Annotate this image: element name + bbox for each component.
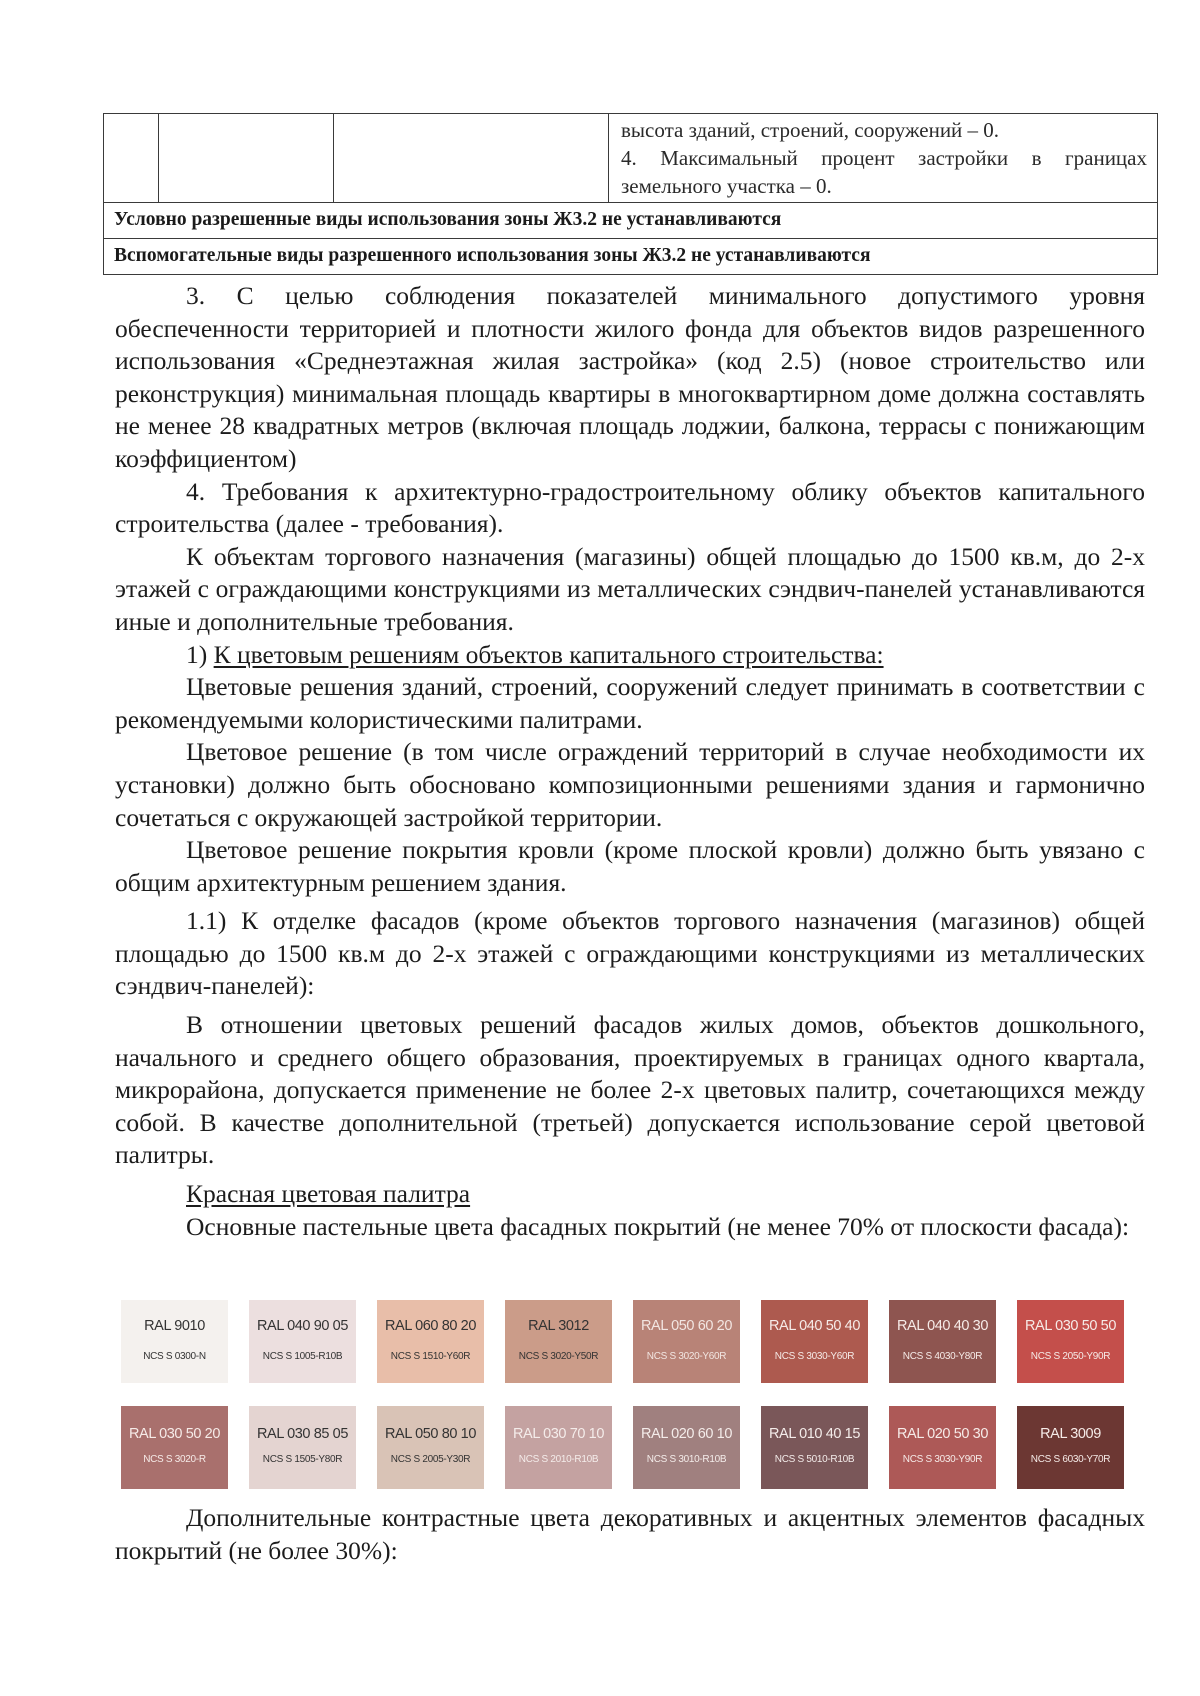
color-swatch — [121, 1406, 228, 1489]
swatch-ral-code: RAL 040 40 30 — [896, 1318, 988, 1334]
underlined-heading: К цветовым решениям объектов капитального строительства: — [213, 639, 884, 669]
swatch-row-1 — [121, 1300, 1141, 1383]
conditional-uses-row: Условно разрешенные виды использования зоны Ж3.2 не устанавливаются — [104, 203, 1158, 239]
swatch-ncs-code: NCS S 2050-Y90R — [1030, 1351, 1111, 1362]
swatch-ncs-code: NCS S 0300-N — [143, 1351, 206, 1362]
swatch-ral-code: RAL 050 80 10 — [384, 1426, 476, 1442]
color-swatch — [633, 1406, 740, 1489]
swatch-ral-code: RAL 010 40 15 — [768, 1426, 860, 1442]
swatch-ral-code: RAL 020 50 30 — [896, 1426, 988, 1442]
table-cell-parameters — [609, 114, 1158, 203]
color-swatch — [1017, 1300, 1124, 1383]
paragraph-color-solutions-heading — [115, 639, 1145, 672]
swatch-ncs-code: NCS S 4030-Y80R — [902, 1351, 983, 1362]
swatch-ncs-code: NCS S 3020-R — [143, 1454, 206, 1465]
paragraph-requirements: 4. Требования к архитектурно-градостроительному облику объектов капитального строительства (далее - требования). — [115, 476, 1145, 539]
swatch-ncs-code: NCS S 2005-Y30R — [390, 1454, 471, 1465]
list-number: 1) — [186, 639, 208, 669]
swatch-ncs-code: NCS S 1505-Y80R — [262, 1454, 343, 1465]
cell-text-line: 4. Максимальный процент застройки в границах земельного участка – 0. — [621, 146, 1147, 198]
color-swatch — [505, 1300, 612, 1383]
swatch-ral-code: RAL 3012 — [528, 1318, 589, 1334]
swatch-ral-code: RAL 9010 — [144, 1318, 205, 1334]
swatch-ral-code: RAL 040 90 05 — [256, 1318, 348, 1334]
paragraph-facade-finish: 1.1) К отделке фасадов (кроме объектов торгового назначения (магазинов) общей площадью до 1500 кв.м до 2-х этажей с ограждающими конструкциями из металлических сэндвич-панелей): — [115, 906, 1145, 1001]
swatch-ncs-code: NCS S 1005-R10B — [262, 1351, 343, 1362]
auxiliary-uses-row: Вспомогательные виды разрешенного использования зоны Ж3.2 не устанавливаются — [104, 239, 1158, 275]
paragraph-main-colors: Основные пастельные цвета фасадных покрытий (не менее 70% от плоскости фасада): — [186, 1211, 1130, 1241]
document-body-bottom — [115, 1502, 1145, 1567]
swatch-ral-code: RAL 3009 — [1040, 1426, 1101, 1442]
swatch-ral-code: RAL 030 50 50 — [1024, 1318, 1116, 1334]
swatch-ral-code: RAL 050 60 20 — [640, 1318, 732, 1334]
swatch-ral-code: RAL 040 50 40 — [768, 1318, 860, 1334]
table-cell — [334, 114, 609, 203]
paragraph-accent-colors: Дополнительные контрастные цвета декоративных и акцентных элементов фасадных покрытий (не более 30%): — [115, 1503, 1145, 1565]
swatch-ral-code: RAL 060 80 20 — [384, 1318, 476, 1334]
color-swatch — [377, 1406, 484, 1489]
color-swatch-grid — [121, 1300, 1141, 1489]
swatch-ncs-code: NCS S 2010-R10B — [518, 1454, 599, 1465]
swatch-ncs-code: NCS S 3030-Y90R — [902, 1454, 983, 1465]
color-swatch — [249, 1300, 356, 1383]
color-swatch — [1017, 1406, 1124, 1489]
color-swatch — [377, 1300, 484, 1383]
table-cell — [159, 114, 334, 203]
swatch-ral-code: RAL 030 85 05 — [256, 1426, 348, 1442]
table-cell — [104, 114, 159, 203]
paragraph-palette-count: В отношении цветовых решений фасадов жилых домов, объектов дошкольного, начального и среднего общего образования, проектируемых в границах одного квартала, микрорайона, допускается применение не более 2-х цветовых палитр, сочетающихся между собой. В качестве дополнительной (третьей) допускается использование серой цветовой палитры. — [115, 1010, 1145, 1170]
swatch-ral-code: RAL 030 50 20 — [128, 1426, 220, 1442]
swatch-ncs-code: NCS S 3010-R10B — [646, 1454, 727, 1465]
paragraph-apartment-area: 3. С целью соблюдения показателей минимального допустимого уровня обеспеченности территорией и плотности жилого фонда для объектов видов разрешенного использования «Среднеэтажная жилая застройка» (код 2.5) (новое строительство или реконструкция) минимальная площадь квартиры в многоквартирном доме должна составлять не менее 28 квадратных метров (включая площадь лоджии, балкона, террасы с понижающим коэффициентом) — [115, 281, 1145, 473]
palette-title-text: Красная цветовая палитра — [186, 1179, 471, 1209]
table-row — [104, 239, 1158, 275]
cell-text-line: высота зданий, строений, сооружений – 0. — [621, 118, 1000, 142]
swatch-ncs-code: NCS S 1510-Y60R — [390, 1351, 471, 1362]
paragraph-fence-color: Цветовое решение (в том числе ограждений территорий в случае необходимости их установки) должно быть обосновано композиционными решениями здания и гармонично сочетаться с окружающей застройкой территории. — [115, 737, 1145, 832]
paragraph-roof-color: Цветовое решение покрытия кровли (кроме плоской кровли) должно быть увязано с общим архитектурным решением здания. — [115, 835, 1145, 897]
swatch-ncs-code: NCS S 5010-R10B — [774, 1454, 855, 1465]
color-swatch — [761, 1406, 868, 1489]
color-swatch — [249, 1406, 356, 1489]
color-swatch — [505, 1406, 612, 1489]
swatch-ncs-code: NCS S 6030-Y70R — [1030, 1454, 1111, 1465]
document-body — [115, 280, 1145, 1243]
swatch-ral-code: RAL 020 60 10 — [640, 1426, 732, 1442]
table-row — [104, 203, 1158, 239]
color-swatch — [889, 1406, 996, 1489]
color-swatch — [761, 1300, 868, 1383]
swatch-ncs-code: NCS S 3020-Y60R — [646, 1351, 727, 1362]
swatch-ral-code: RAL 030 70 10 — [512, 1426, 604, 1442]
swatch-ncs-code: NCS S 3020-Y50R — [518, 1351, 599, 1362]
paragraph-retail-objects: К объектам торгового назначения (магазины) общей площадью до 1500 кв.м, до 2-х этажей с ограждающими конструкциями из металлических сэндвич-панелей устанавливаются иные и дополнительные требования. — [115, 541, 1145, 636]
palette-title — [115, 1178, 1145, 1211]
color-swatch — [889, 1300, 996, 1383]
paragraph-palettes: Цветовые решения зданий, строений, сооружений следует принимать в соответствии с рекомендуемыми колористическими палитрами. — [115, 672, 1145, 734]
swatch-row-2 — [121, 1406, 1141, 1489]
swatch-ncs-code: NCS S 3030-Y60R — [774, 1351, 855, 1362]
color-swatch — [121, 1300, 228, 1383]
color-swatch — [633, 1300, 740, 1383]
zoning-table — [103, 113, 1158, 275]
table-row — [104, 114, 1158, 203]
